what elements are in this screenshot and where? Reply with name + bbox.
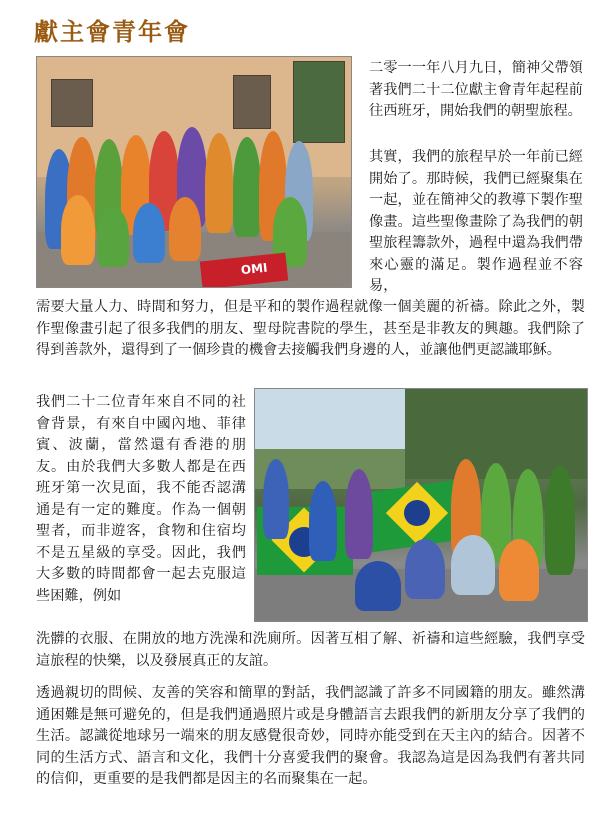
- paragraph-intro: 二零一一年八月九日，簡神父帶領著我們二十二位獻主會青年起程前往西班牙，開始我們的朝聖旅程。: [369, 60, 583, 119]
- paragraph-backgrounds-bottom: 洗髒的衣服、在開放的地方洗澡和洗廁所。因著互相了解、祈禱和這些經驗，我們享受這旅程的快樂，以及發展真正的友誼。: [36, 631, 585, 669]
- paragraph-friendship: 透過親切的問候、友善的笑容和簡單的對話，我們認識了許多不同國籍的朋友。雖然溝通困難是無可避免的，但是我們通過照片或是身體語言去跟我們的新朋友分享了我們的生活。認識從地球另一端來的朋友感覺很奇妙，同時亦能受到在天主內的結合。因著不同的生活方式、語言和文化，我們十分喜愛我們的聚會。我認為這是因為我們有著共同的信仰，更重要的是我們都是因主的名而聚集在一起。: [36, 685, 585, 787]
- group-photo-building: [36, 56, 352, 288]
- banner-text: OMI: [240, 260, 269, 278]
- paragraph-backgrounds-top: 我們二十二位青年來自不同的社會背景，有來自中國內地、菲律賓、波蘭，當然還有香港的朋友。由於我們大多數人都是在西班牙第一次見面，我不能否認溝通是有一定的難度。作為一個朝聖者，而非遊客，食物和住宿均不是五星級的享受。因此，我們大多數的時間都會一起去克服這些困難，例如: [36, 394, 246, 604]
- group-photo-flags: [254, 388, 588, 622]
- page-title: 獻主會青年會: [34, 17, 190, 46]
- paragraph-icons-top: 其實，我們的旅程早於一年前已經開始了。那時候，我們已經聚集在一起，並在簡神父的教導下製作聖像畫。這些聖像畫除了為我們的朝聖旅程籌款外，過程中還為我們帶來心靈的滿足。製作過程並不容易，: [369, 149, 583, 294]
- paragraph-icons-bottom: 需要大量人力、時間和努力，但是平和的製作過程就像一個美麗的祈禱。除此之外，製作聖像畫引起了很多我們的朋友、聖母院書院的學生，甚至是非教友的興趣。我們除了得到善款外，還得到了一個珍貴的機會去接觸我們身邊的人，並讓他們更認識耶穌。: [36, 299, 585, 358]
